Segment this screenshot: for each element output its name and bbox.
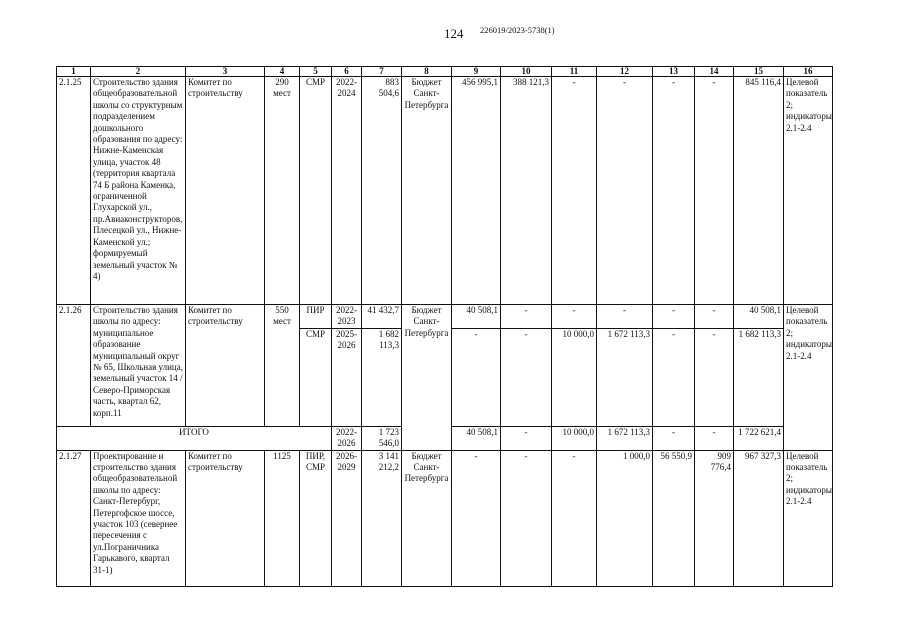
customer: Комитет по строительству [186,450,265,586]
column-number: 10 [501,67,552,77]
column-number: 2 [91,67,186,77]
period: 2022-2023 [332,305,362,329]
value-col-13: - [653,426,695,450]
target-indicators: Целевой показатель 2; индикаторы 2.1-2.4 [784,450,833,586]
customer: Комитет по строительству [186,305,265,427]
value-col-14: - [695,77,734,305]
total-cost: 1 723 546,0 [362,426,402,450]
work-type: СМР [300,77,332,305]
value-col-14: - [695,328,734,426]
total-cost: 3 141 212,2 [362,450,402,586]
value-col-9: 40 508,1 [452,426,501,450]
work-type: СМР [300,328,332,426]
table-row [57,450,833,586]
value-col-13: - [653,305,695,329]
document-number: 226019/2023-5738(1) [480,25,555,35]
value-col-14: - [695,426,734,450]
period: 2026-2029 [332,450,362,586]
column-number: 15 [734,67,784,77]
capacity: 550 мест [265,305,300,427]
table-row [57,77,833,305]
budget-source: Бюджет Санкт-Петербурга [402,305,452,451]
object-name: Проектирование и строительство здания общеобразовательной школы по адресу: Санкт-Петербург, Петергофское шоссе, участок 103 (севернее пересечения с ул.Пограничника Гарькавого, квартал 31-1) [91,450,186,586]
value-col-10: 388 121,3 [501,77,552,305]
value-col-9: - [452,328,501,426]
capacity: 290 мест [265,77,300,305]
budget-source: Бюджет Санкт-Петербурга [402,450,452,586]
period: 2025-2026 [332,328,362,426]
value-col-11: 10 000,0 [552,426,597,450]
column-number: 14 [695,67,734,77]
object-name: Строительство здания общеобразовательной школы со структурным подразделением дошкольного образования по адресу: Нижне-Каменская улица, участок 48 (территория квартала 74 Б района Каменка, ограниченной Глухарской ул., пр.Авиаконструкторов, Плесецкой ул., Нижне-Каменской ул.; формируемый земельный участок № 4) [91,77,186,305]
value-col-15: 40 508,1 [734,305,784,329]
object-name: Строительство здания школы по адресу: муниципальное образование муниципальный округ № 65, Школьная улица, земельный участок 14 / Северо-Приморская часть, квартал 62, корп.11 [91,305,186,427]
customer: Комитет по строительству [186,77,265,305]
page-number: 124 [444,26,464,41]
value-col-9: - [452,450,501,586]
column-number: 13 [653,67,695,77]
value-col-10: - [501,450,552,586]
value-col-10: - [501,328,552,426]
column-number: 5 [300,67,332,77]
value-col-12: 1 672 113,3 [597,328,653,426]
column-number: 8 [402,67,452,77]
row-number: 2.1.25 [57,77,91,305]
value-col-11: - [552,77,597,305]
total-cost: 883 504,6 [362,77,402,305]
value-col-12: 1 000,0 [597,450,653,586]
value-col-13: - [653,328,695,426]
total-label: ИТОГО [57,426,332,450]
value-col-14: - [695,305,734,329]
value-col-9: 456 995,1 [452,77,501,305]
value-col-14: 909 776,4 [695,450,734,586]
value-col-13: - [653,77,695,305]
column-number: 4 [265,67,300,77]
value-col-10: - [501,426,552,450]
column-number: 3 [186,67,265,77]
column-number: 11 [552,67,597,77]
value-col-10: - [501,305,552,329]
column-number: 12 [597,67,653,77]
value-col-11: 10 000,0 [552,328,597,426]
value-col-15: 967 327,3 [734,450,784,586]
value-col-15: 1 722 621,4 [734,426,784,450]
value-col-13: 56 550,9 [653,450,695,586]
table-row [57,305,833,329]
capacity: 1125 [265,450,300,586]
column-number: 16 [784,67,833,77]
work-type: ПИР [300,305,332,329]
target-indicators: Целевой показатель 2; индикаторы 2.1-2.4 [784,77,833,305]
work-type: ПИР, СМР [300,450,332,586]
column-number: 6 [332,67,362,77]
budget-source: Бюджет Санкт-Петербурга [402,77,452,305]
column-number: 1 [57,67,91,77]
value-col-11: - [552,450,597,586]
period: 2022-2026 [332,426,362,450]
program-table [56,66,833,587]
total-cost: 1 682 113,3 [362,328,402,426]
column-number-row [57,67,833,77]
column-number: 7 [362,67,402,77]
value-col-12: 1 672 113,3 [597,426,653,450]
value-col-12: - [597,305,653,329]
period: 2022-2024 [332,77,362,305]
target-indicators: Целевой показатель 2; индикаторы 2.1-2.4 [784,305,833,451]
value-col-12: - [597,77,653,305]
row-number: 2.1.26 [57,305,91,427]
value-col-15: 845 116,4 [734,77,784,305]
value-col-15: 1 682 113,3 [734,328,784,426]
value-col-11: - [552,305,597,329]
row-number: 2.1.27 [57,450,91,586]
value-col-9: 40 508,1 [452,305,501,329]
column-number: 9 [452,67,501,77]
total-cost: 41 432,7 [362,305,402,329]
